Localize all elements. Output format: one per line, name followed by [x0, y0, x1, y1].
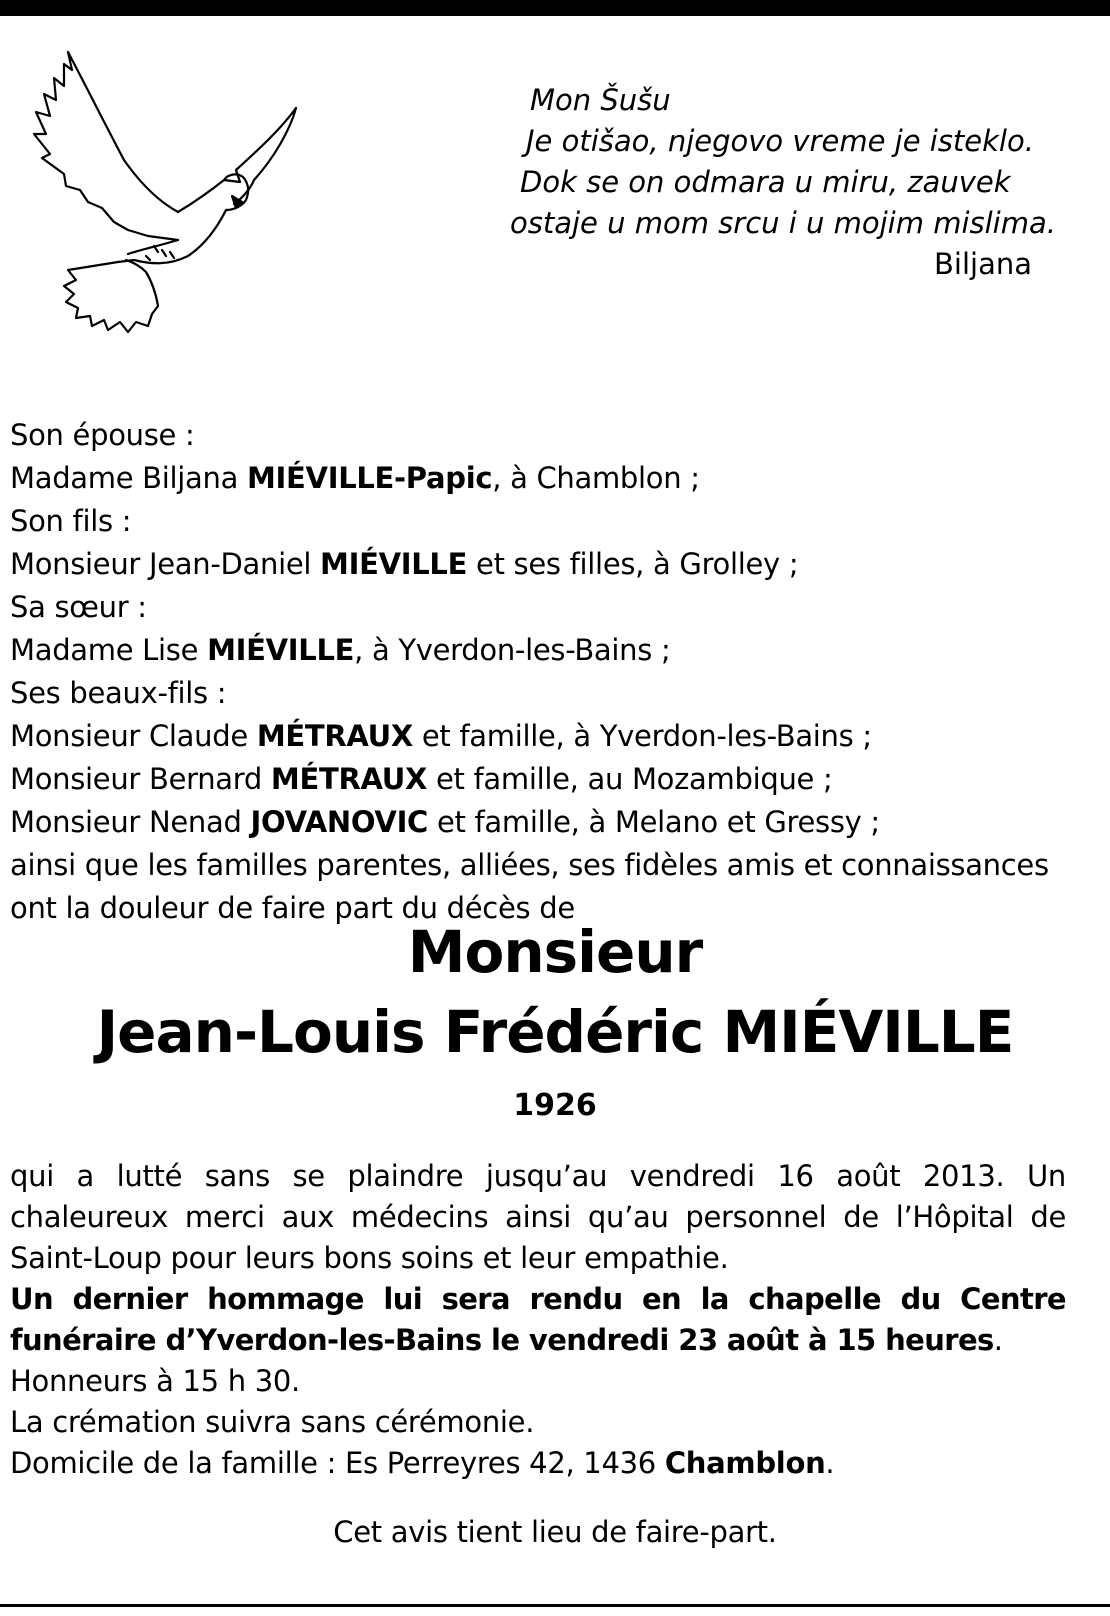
family-list	[10, 414, 1100, 930]
notice-details	[10, 1156, 1066, 1484]
dove-icon	[28, 50, 308, 340]
footer-note: Cet avis tient lieu de faire-part.	[333, 1515, 777, 1549]
domicile-line: Domicile de la famille : Es Perreyres 42, 1436 Chamblon.	[10, 1446, 835, 1480]
honours-line: Honneurs à 15 h 30.	[10, 1364, 300, 1398]
family-line: Monsieur Nenad JOVANOVIC et famille, à Melano et Gressy ;	[10, 805, 880, 839]
family-line: Monsieur Jean-Daniel MIÉVILLE et ses filles, à Grolley ;	[10, 547, 799, 581]
family-line: Madame Lise MIÉVILLE, à Yverdon-les-Bains ;	[10, 633, 671, 667]
family-line: Monsieur Bernard MÉTRAUX et famille, au Mozambique ;	[10, 762, 833, 796]
birth-year: 1926	[513, 1088, 597, 1123]
poem-signature: Biljana	[934, 247, 1032, 281]
deceased-name: Jean-Louis Frédéric MIÉVILLE	[96, 998, 1014, 1066]
thanks-paragraph: qui a lutté sans se plaindre jusqu’au vendredi 16 août 2013. Un chaleureux merci aux médecins ainsi qu’au personnel de l’Hôpital de Saint-Loup pour leurs bons soins et leur empathie.	[10, 1159, 1066, 1275]
family-line: ont la douleur de faire part du décès de	[10, 891, 575, 925]
poem-line: Je otišao, njegovo vreme je isteklo.	[526, 124, 1034, 158]
family-line: Son épouse :	[10, 418, 195, 452]
cremation-line: La crémation suivra sans cérémonie.	[10, 1405, 535, 1439]
poem-line: ostaje u mom srcu i u mojim mislima.	[510, 206, 1056, 240]
top-border	[0, 0, 1110, 16]
family-line: Ses beaux-fils :	[10, 676, 227, 710]
family-line: Madame Biljana MIÉVILLE-Papic, à Chamblon ;	[10, 461, 700, 495]
poem-line: Dok se on odmara u miru, zauvek	[520, 165, 1011, 199]
poem	[510, 80, 1070, 285]
poem-line: Mon Šušu	[530, 83, 671, 117]
family-line: Monsieur Claude MÉTRAUX et famille, à Yverdon-les-Bains ;	[10, 719, 872, 753]
family-line: Sa sœur :	[10, 590, 147, 624]
bottom-border	[0, 1604, 1110, 1607]
ceremony-paragraph: Un dernier hommage lui sera rendu en la chapelle du Centre funéraire d’Yverdon-les-Bains le vendredi 23 août à 15 heures.	[10, 1282, 1066, 1357]
family-line: Son fils :	[10, 504, 132, 538]
family-line: ainsi que les familles parentes, alliées, ses fidèles amis et connaissances	[10, 848, 1049, 882]
deceased-title: Monsieur	[407, 918, 703, 986]
